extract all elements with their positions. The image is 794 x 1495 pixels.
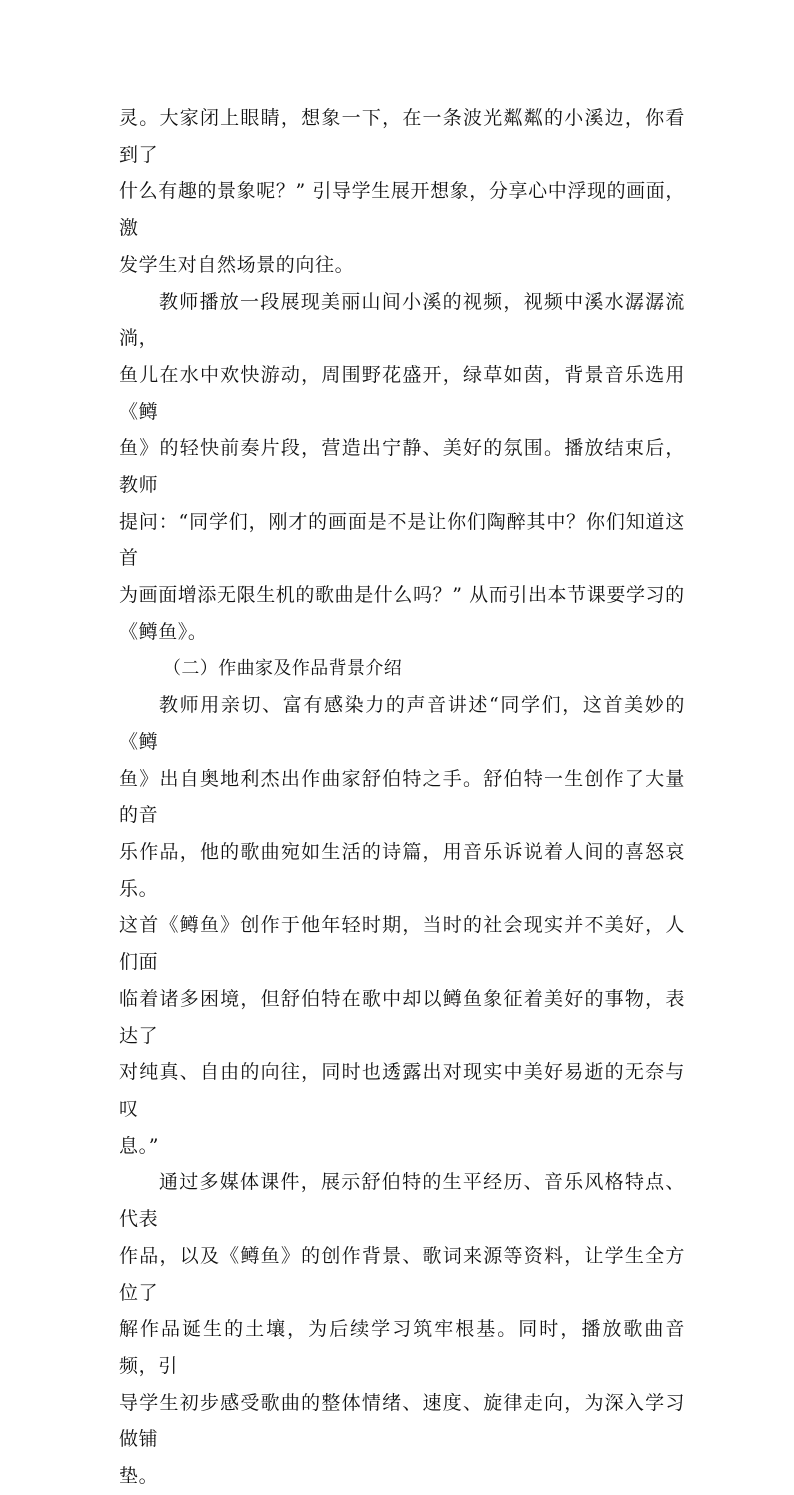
text-line: 《鳟鱼》。 bbox=[119, 620, 208, 643]
text-line: 解作品诞生的土壤，为后续学习筑牢根基。同时，播放歌曲音频，引 bbox=[119, 1318, 685, 1377]
text-line: 什么有趣的景象呢？” 引导学生展开想象，分享心中浮现的画面，激 bbox=[119, 180, 685, 240]
text-line: 为画面增添无限生机的歌曲是什么吗？” 从而引出本节课要学习的 bbox=[119, 584, 685, 607]
section-heading: （二）作曲家及作品背景介绍 bbox=[163, 657, 403, 679]
text-line: 提问：“同学们，刚才的画面是不是让你们陶醉其中？你们知道这首 bbox=[119, 510, 685, 570]
text-line: 鱼》的轻快前奏片段，营造出宁静、美好的氛围。播放结束后，教师 bbox=[119, 437, 685, 497]
text-line: 灵。大家闭上眼睛，想象一下，在一条波光粼粼的小溪边，你看到了 bbox=[119, 107, 685, 166]
paragraph-video-intro bbox=[119, 284, 685, 651]
text-line: 临着诸多困境，但舒伯特在歌中却以鳟鱼象征着美好的事物，表达了 bbox=[119, 987, 685, 1047]
paragraph-composer-background bbox=[119, 687, 685, 1164]
text-line: 发学生对自然场景的向往。 bbox=[119, 253, 355, 276]
text-line: 鱼》出自奥地利杰出作曲家舒伯特之手。舒伯特一生创作了大量的音 bbox=[119, 767, 685, 827]
text-line: 导学生初步感受歌曲的整体情绪、速度、旋律走向，为深入学习做铺 bbox=[119, 1391, 685, 1451]
text-line: 教师用亲切、富有感染力的声音讲述“同学们，这首美妙的《鳟 bbox=[119, 694, 685, 753]
text-line: 乐作品，他的歌曲宛如生活的诗篇，用音乐诉说着人间的喜怒哀乐。 bbox=[119, 841, 685, 900]
text-line: 这首《鳟鱼》创作于他年轻时期，当时的社会现实并不美好，人们面 bbox=[119, 914, 685, 974]
paragraph-multimedia bbox=[119, 1164, 685, 1494]
text-line: 垫。 bbox=[119, 1465, 159, 1488]
text-line: 通过多媒体课件，展示舒伯特的生平经历、音乐风格特点、代表 bbox=[119, 1171, 685, 1231]
document-body bbox=[119, 100, 685, 1495]
text-line: 鱼儿在水中欢快游动，周围野花盛开，绿草如茵，背景音乐选用《鳟 bbox=[119, 363, 685, 423]
text-line: 息。” bbox=[119, 1134, 160, 1157]
text-line: 教师播放一段展现美丽山间小溪的视频，视频中溪水潺潺流淌， bbox=[119, 290, 685, 350]
text-line: 作品，以及《鳟鱼》的创作背景、歌词来源等资料，让学生全方位了 bbox=[119, 1244, 685, 1304]
paragraph-intro-continuation bbox=[119, 100, 685, 284]
text-line: 对纯真、自由的向往，同时也透露出对现实中美好易逝的无奈与叹 bbox=[119, 1061, 685, 1120]
